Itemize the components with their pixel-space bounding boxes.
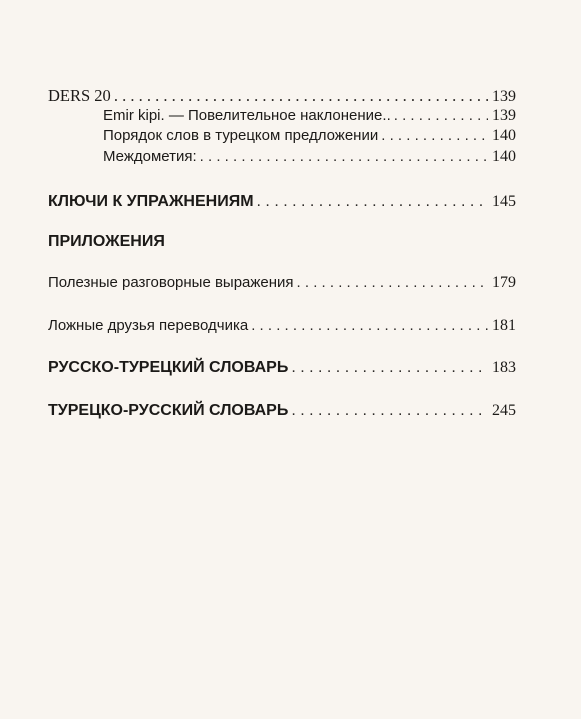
toc-entry-page: 183 (492, 359, 516, 376)
toc-entry-page: 145 (492, 193, 516, 210)
toc-entry-exercise-keys (48, 192, 516, 212)
toc-entry-page: 179 (492, 274, 516, 291)
toc-entry-ders-20 (48, 86, 516, 107)
toc-entry-ru-tr-dictionary (48, 358, 516, 378)
dot-leader (394, 106, 488, 126)
toc-entry-word-order (103, 126, 516, 146)
toc-entry-title: DERS 20 (48, 86, 111, 105)
toc-entry-page: 140 (492, 127, 516, 144)
toc-entry-title: ТУРЕЦКО-РУССКИЙ СЛОВАРЬ (48, 402, 289, 419)
section-heading-appendices: ПРИЛОЖЕНИЯ (48, 233, 165, 250)
toc-entry-title: Полезные разговорные выражения (48, 274, 294, 291)
toc-entry-page: 139 (492, 107, 516, 124)
toc-entry-false-friends (48, 316, 516, 336)
toc-entry-title: Порядок слов в турецком предложении (103, 127, 379, 144)
dot-leader (381, 126, 488, 146)
dot-leader (291, 358, 488, 378)
toc-entry-title: РУССКО-ТУРЕЦКИЙ СЛОВАРЬ (48, 359, 289, 376)
toc-entry-tr-ru-dictionary (48, 401, 516, 421)
dot-leader (200, 147, 488, 167)
toc-entry-page: 140 (492, 148, 516, 165)
toc-entry-phrases (48, 273, 516, 293)
toc-entry-title: Emir kipi. — Повелительное наклонение.. (103, 107, 391, 124)
dot-leader (114, 86, 488, 106)
toc-entry-emir-kipi (103, 106, 516, 126)
dot-leader (297, 273, 488, 293)
dot-leader (291, 401, 488, 421)
toc-entry-interjections (103, 147, 516, 167)
toc-entry-page: 245 (492, 402, 516, 419)
toc-entry-page: 139 (492, 88, 516, 105)
toc-entry-page: 181 (492, 317, 516, 334)
toc-entry-title: КЛЮЧИ К УПРАЖНЕНИЯМ (48, 193, 254, 210)
dot-leader (257, 192, 488, 212)
toc-entry-title: Ложные друзья переводчика (48, 317, 249, 334)
dot-leader (251, 316, 488, 336)
toc-entry-title: Междометия: (103, 148, 197, 165)
